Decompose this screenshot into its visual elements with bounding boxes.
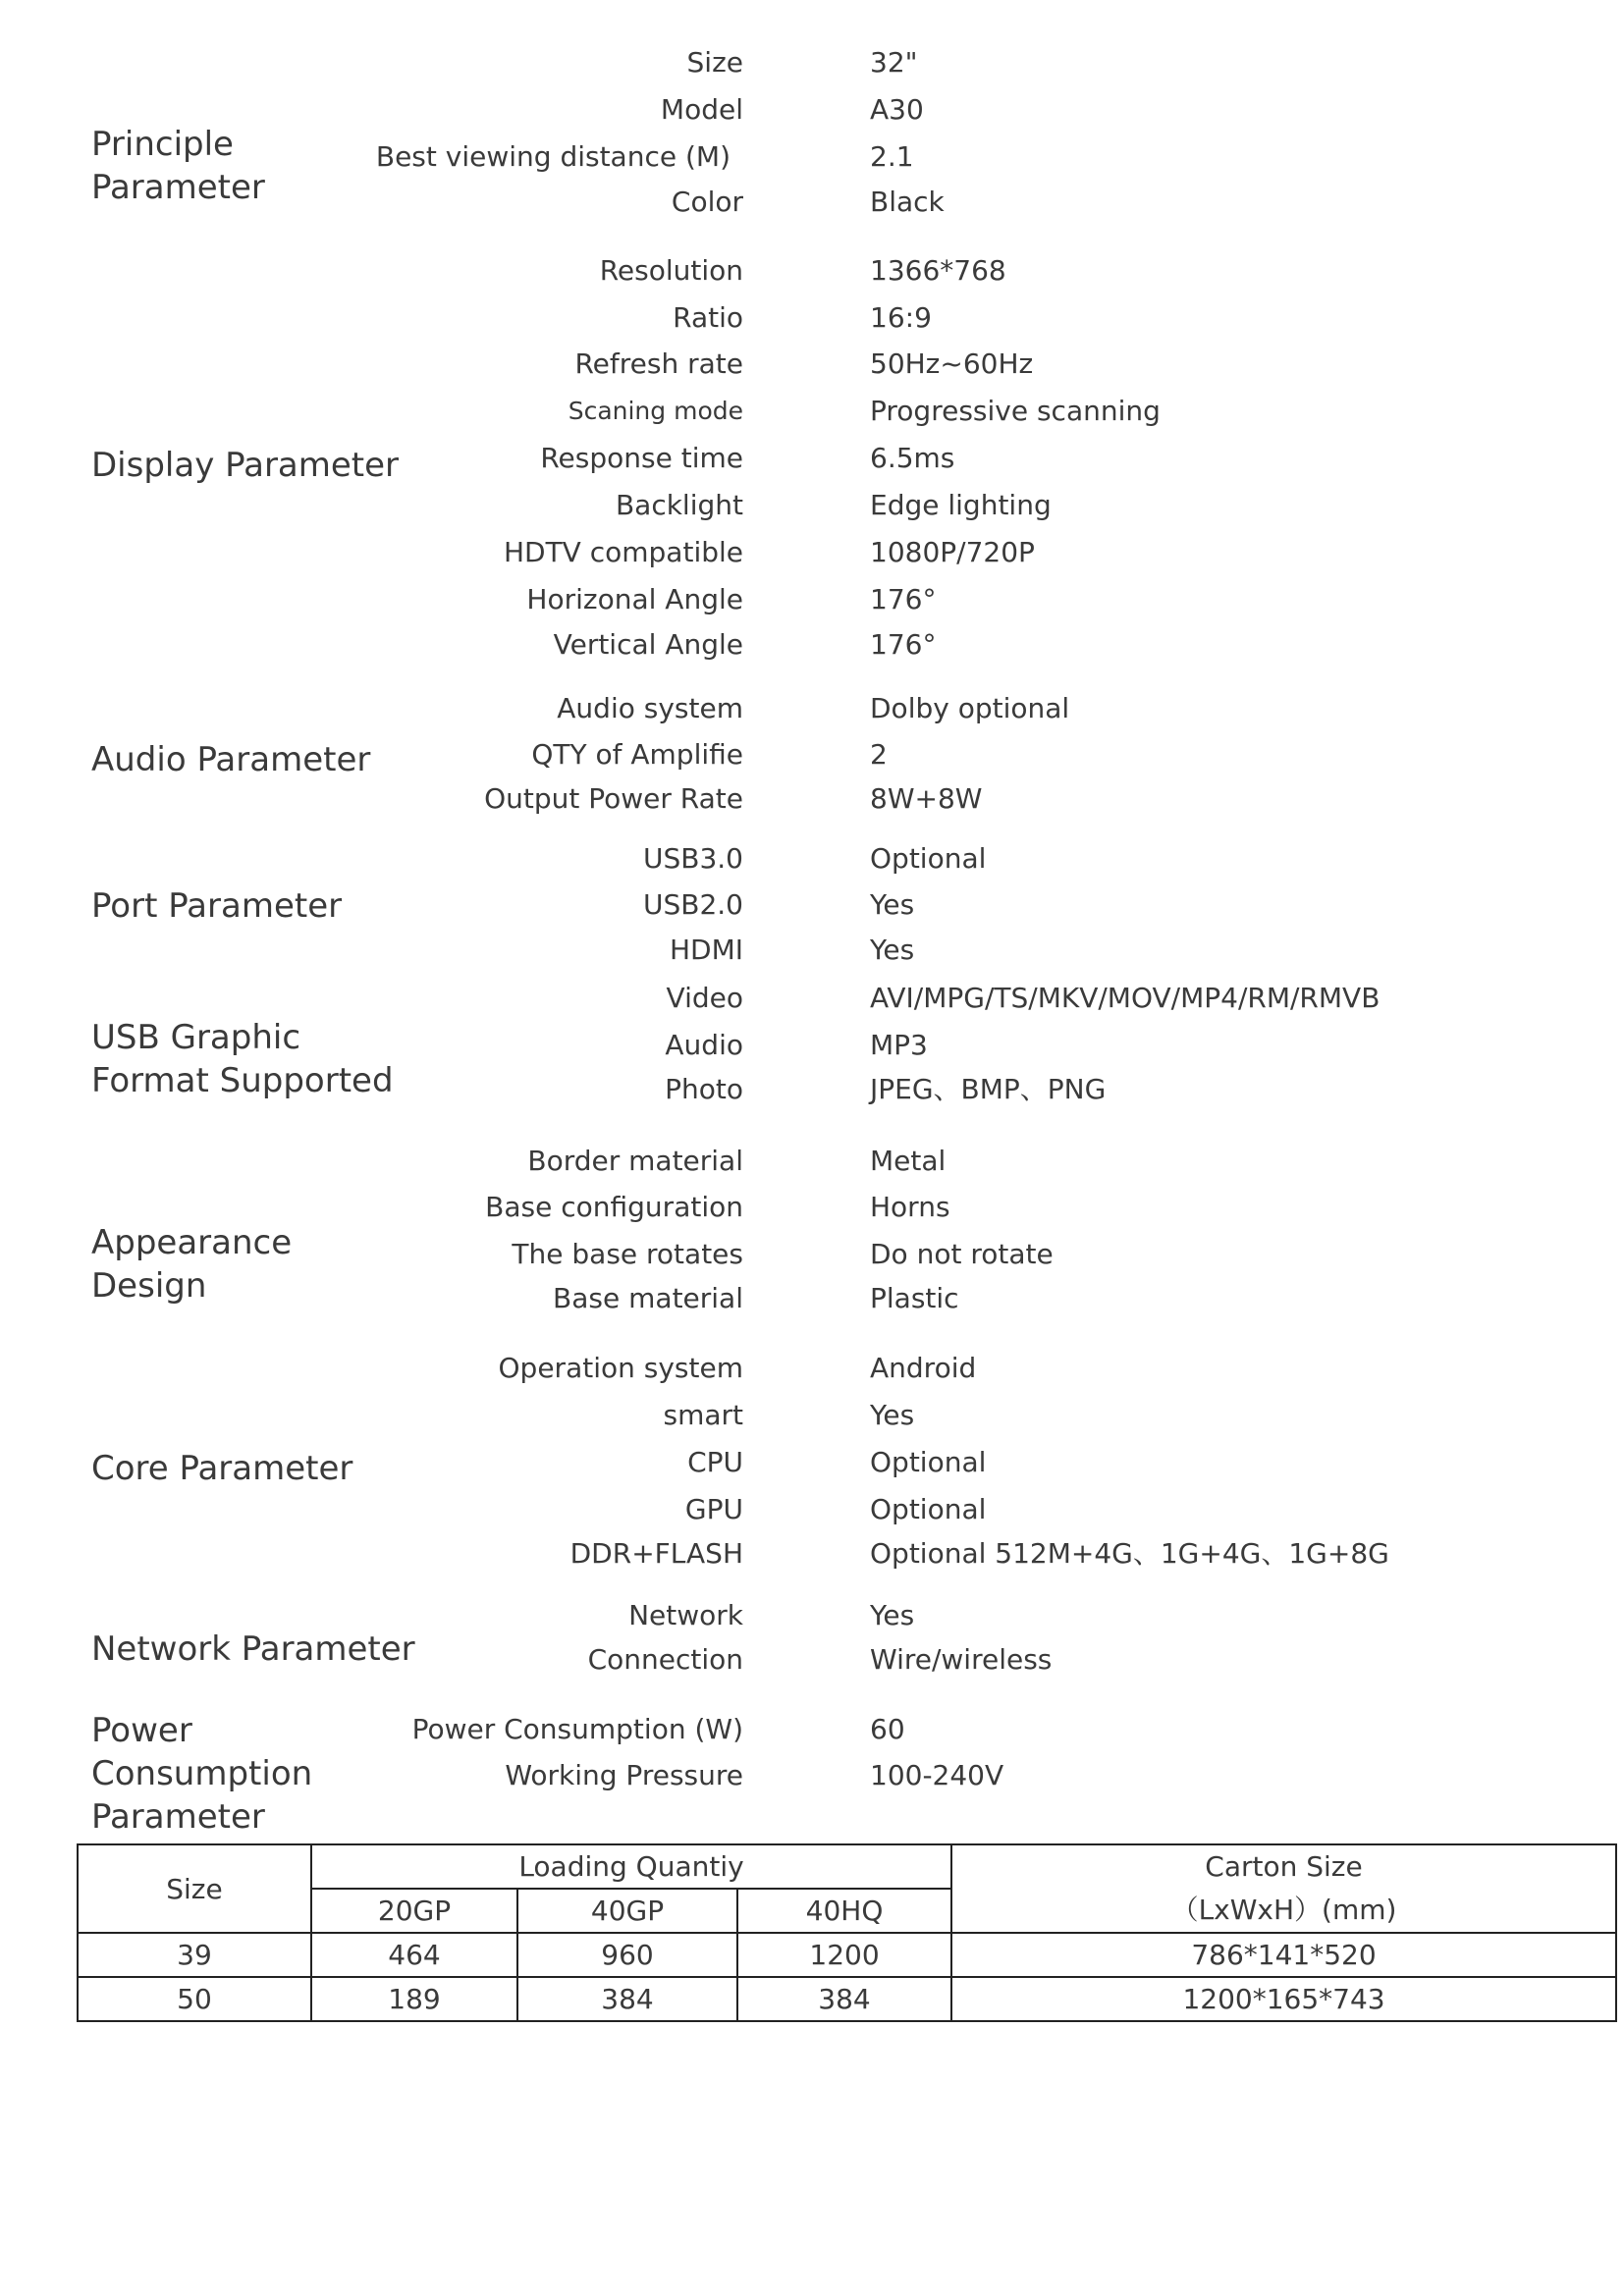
param-label-base-material: Base material: [553, 1282, 743, 1314]
subheader-40gp: 40GP: [517, 1889, 737, 1933]
param-label-horizontal-angle: Horizonal Angle: [526, 583, 743, 615]
param-value-hdmi: Yes: [870, 934, 915, 966]
param-label-qty-amplifier: QTY of Amplifie: [531, 738, 743, 771]
param-label-model: Model: [660, 93, 743, 126]
cell-40gp: 384: [517, 1977, 737, 2021]
param-value-base-rotates: Do not rotate: [870, 1238, 1054, 1270]
param-value-qty-amplifier: 2: [870, 738, 888, 771]
param-label-operation-system: Operation system: [498, 1352, 743, 1384]
param-label-resolution: Resolution: [599, 254, 743, 287]
param-value-color: Black: [870, 186, 945, 218]
param-value-viewing-distance: 2.1: [870, 140, 914, 173]
param-value-model: A30: [870, 93, 924, 126]
group-label-appearance: Appearance Design: [91, 1223, 293, 1306]
param-label-response-time: Response time: [540, 442, 743, 474]
param-value-refresh-rate: 50Hz~60Hz: [870, 347, 1034, 380]
group-label-display: Display Parameter: [91, 446, 400, 485]
param-value-base-material: Plastic: [870, 1282, 959, 1314]
param-value-video: AVI/MPG/TS/MKV/MOV/MP4/RM/RMVB: [870, 982, 1380, 1014]
param-label-backlight: Backlight: [615, 489, 743, 521]
param-value-response-time: 6.5ms: [870, 442, 955, 474]
cell-40gp: 960: [517, 1933, 737, 1977]
param-label-audio-format: Audio: [665, 1029, 743, 1061]
param-value-border-material: Metal: [870, 1145, 947, 1177]
param-label-smart: smart: [663, 1399, 743, 1431]
param-value-resolution: 1366*768: [870, 254, 1006, 287]
param-value-audio-format: MP3: [870, 1029, 928, 1061]
loading-quantity-table: [77, 1843, 1617, 2022]
subheader-40hq: 40HQ: [737, 1889, 951, 1933]
param-value-ddr-flash: Optional 512M+4G、1G+4G、1G+8G: [870, 1537, 1389, 1570]
cell-20gp: 464: [311, 1933, 517, 1977]
param-label-size: Size: [686, 46, 743, 79]
param-label-vertical-angle: Vertical Angle: [553, 628, 743, 661]
group-label-usb-format: USB Graphic Format Supported: [91, 1018, 394, 1100]
param-label-refresh-rate: Refresh rate: [574, 347, 743, 380]
param-value-vertical-angle: 176°: [870, 628, 937, 661]
param-label-photo: Photo: [665, 1073, 743, 1105]
param-label-base-rotates: The base rotates: [512, 1238, 743, 1270]
group-label-port: Port Parameter: [91, 886, 343, 926]
cell-size: 39: [78, 1933, 311, 1977]
param-label-network: Network: [628, 1599, 743, 1631]
group-label-principle: Principle Parameter: [91, 125, 265, 207]
param-value-size: 32": [870, 46, 918, 79]
param-label-video: Video: [666, 982, 743, 1014]
param-value-gpu: Optional: [870, 1493, 987, 1525]
param-label-working-pressure: Working Pressure: [505, 1759, 743, 1791]
param-value-smart: Yes: [870, 1399, 915, 1431]
param-label-audio-system: Audio system: [557, 692, 743, 724]
param-value-power-consumption: 60: [870, 1713, 905, 1745]
param-label-base-configuration: Base configuration: [485, 1191, 743, 1223]
param-value-network: Yes: [870, 1599, 915, 1631]
param-value-horizontal-angle: 176°: [870, 583, 937, 615]
carton-size-header-line2: （LxWxH）(mm): [1170, 1893, 1397, 1926]
param-label-usb2: USB2.0: [642, 888, 743, 921]
param-value-usb2: Yes: [870, 888, 915, 921]
group-label-audio: Audio Parameter: [91, 740, 371, 779]
param-label-border-material: Border material: [527, 1145, 743, 1177]
param-value-audio-system: Dolby optional: [870, 692, 1070, 724]
cell-20gp: 189: [311, 1977, 517, 2021]
param-value-hdtv: 1080P/720P: [870, 536, 1035, 568]
param-label-viewing-distance: Best viewing distance (M): [375, 140, 731, 173]
param-value-ratio: 16:9: [870, 301, 932, 334]
cell-40hq: 384: [737, 1977, 951, 2021]
group-label-power: Power Consumption Parameter: [91, 1711, 313, 1837]
param-value-output-power: 8W+8W: [870, 782, 983, 815]
param-label-hdtv: HDTV compatible: [503, 536, 743, 568]
param-label-cpu: CPU: [687, 1446, 743, 1478]
param-label-connection: Connection: [587, 1643, 743, 1676]
cell-40hq: 1200: [737, 1933, 951, 1977]
cell-size: 50: [78, 1977, 311, 2021]
cell-carton: 1200*165*743: [951, 1977, 1616, 2021]
group-label-network: Network Parameter: [91, 1629, 415, 1669]
size-header: Size: [78, 1844, 311, 1933]
carton-size-header: [951, 1844, 1616, 1933]
param-value-usb3: Optional: [870, 842, 987, 875]
param-value-operation-system: Android: [870, 1352, 977, 1384]
param-label-hdmi: HDMI: [669, 934, 743, 966]
param-label-ratio: Ratio: [673, 301, 743, 334]
param-value-working-pressure: 100-240V: [870, 1759, 1004, 1791]
param-label-scanning-mode: Scaning mode: [568, 397, 743, 425]
carton-size-header-line1: Carton Size: [1205, 1849, 1363, 1883]
param-label-usb3: USB3.0: [642, 842, 743, 875]
param-label-output-power: Output Power Rate: [484, 782, 743, 815]
table-header-row: [78, 1844, 1616, 1889]
param-label-ddr-flash: DDR+FLASH: [569, 1537, 743, 1570]
param-label-power-consumption: Power Consumption (W): [411, 1713, 743, 1745]
param-value-connection: Wire/wireless: [870, 1643, 1053, 1676]
group-label-core: Core Parameter: [91, 1449, 353, 1488]
param-value-backlight: Edge lighting: [870, 489, 1052, 521]
param-value-photo: JPEG、BMP、PNG: [870, 1073, 1107, 1105]
table-row: [78, 1933, 1616, 1977]
subheader-20gp: 20GP: [311, 1889, 517, 1933]
loading-quantity-header: Loading Quantiy: [311, 1844, 951, 1889]
param-value-cpu: Optional: [870, 1446, 987, 1478]
cell-carton: 786*141*520: [951, 1933, 1616, 1977]
param-label-gpu: GPU: [684, 1493, 743, 1525]
param-value-base-configuration: Horns: [870, 1191, 950, 1223]
param-value-scanning-mode: Progressive scanning: [870, 395, 1161, 427]
param-label-color: Color: [671, 186, 743, 218]
table-row: [78, 1977, 1616, 2021]
